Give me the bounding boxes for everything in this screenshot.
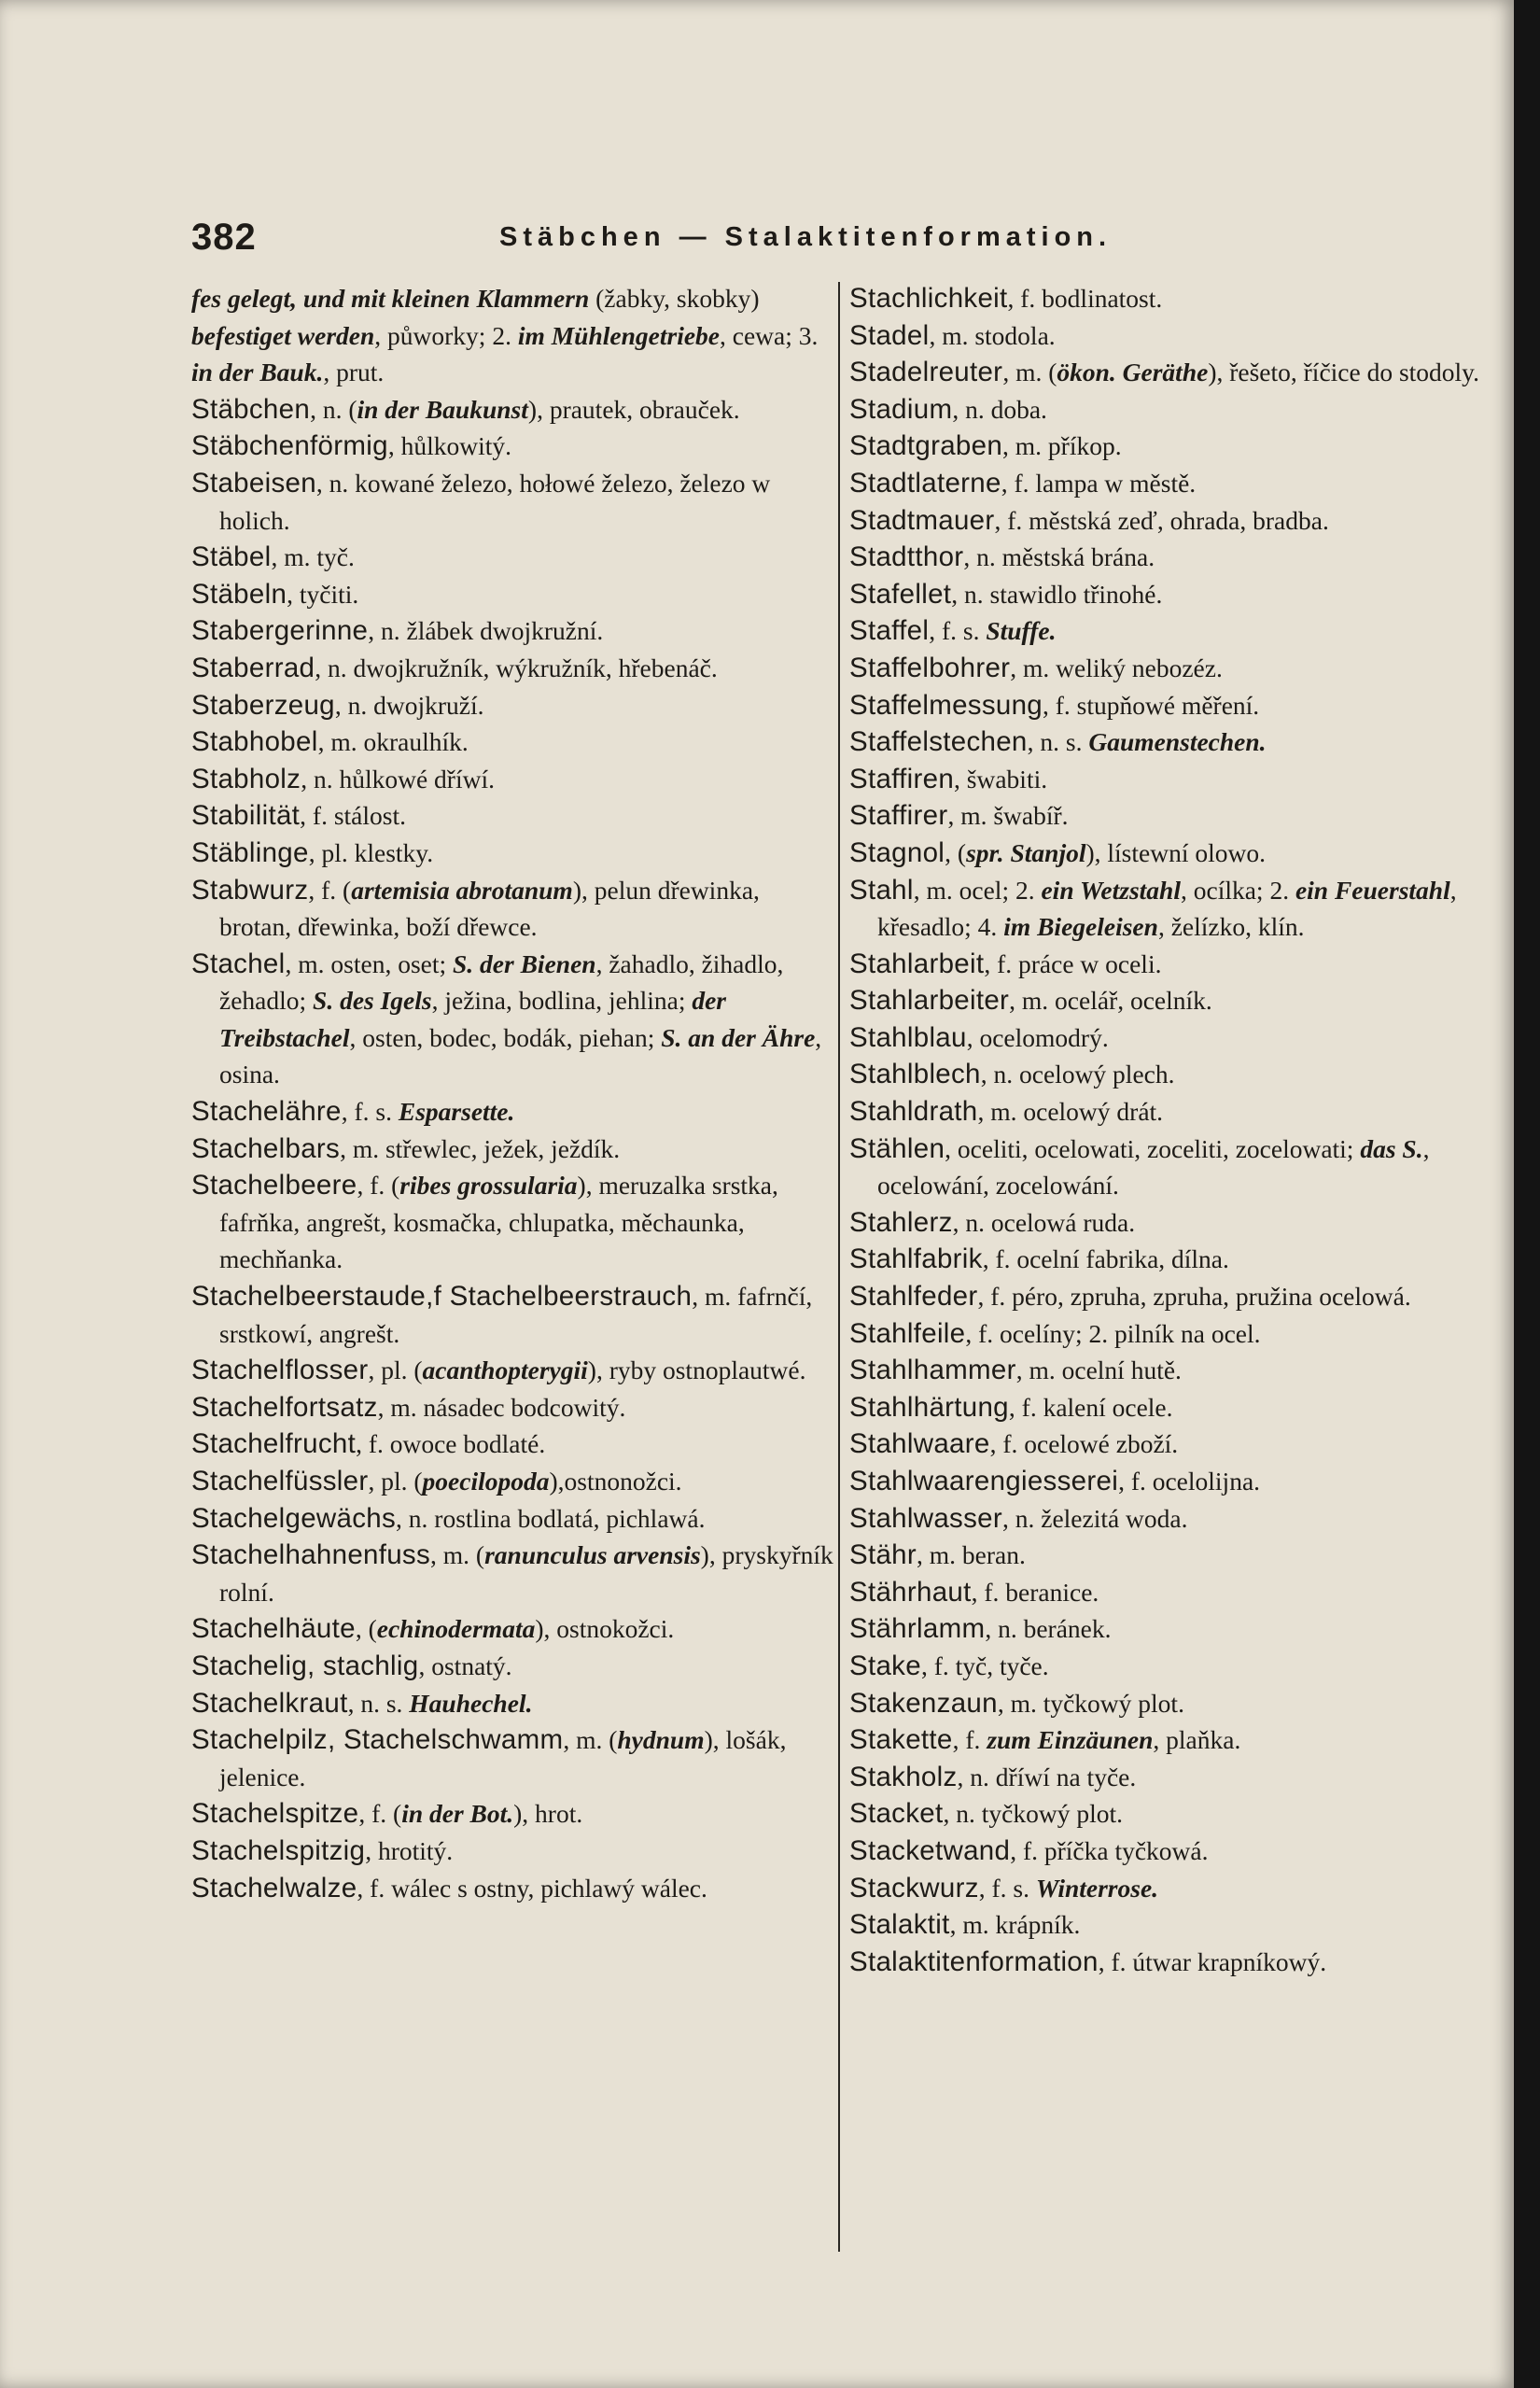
dictionary-entry bbox=[849, 687, 1484, 724]
dictionary-entry bbox=[191, 761, 835, 798]
dictionary-entry bbox=[849, 317, 1484, 355]
definition-text: , m. ( bbox=[563, 1725, 618, 1755]
headword: Stabwurz bbox=[191, 874, 309, 906]
definition-text: , m. ( bbox=[1002, 358, 1057, 387]
german-phrase: ökon. Geräthe bbox=[1057, 358, 1209, 387]
headword: Stadtgraben bbox=[849, 430, 1003, 462]
headword: Stahlwaare bbox=[849, 1428, 990, 1460]
dictionary-entry bbox=[849, 1906, 1484, 1944]
headword: Stahlwasser bbox=[849, 1502, 1002, 1534]
definition-text: , n. ocelowá ruda. bbox=[952, 1207, 1136, 1237]
german-phrase: S. des Igels bbox=[313, 986, 432, 1016]
dictionary-entry bbox=[849, 723, 1484, 761]
definition-text: (žabky, skobky) bbox=[589, 284, 760, 313]
definition-text: , želízko, klín. bbox=[1157, 912, 1305, 942]
definition-text: , m. beran. bbox=[917, 1540, 1026, 1570]
headword: Staffelmessung bbox=[849, 689, 1043, 721]
dictionary-entry bbox=[849, 465, 1484, 502]
headword: Stährhaut bbox=[849, 1576, 972, 1608]
headword: Stachlichkeit bbox=[849, 283, 1008, 314]
headword: Stahlblau bbox=[849, 1021, 967, 1053]
definition-text: , f. bbox=[952, 1725, 987, 1755]
german-phrase: ein Feuerstahl bbox=[1295, 875, 1450, 905]
dictionary-entry bbox=[849, 982, 1484, 1019]
headword: Stachelfrucht bbox=[191, 1428, 357, 1460]
dictionary-entry bbox=[849, 872, 1484, 946]
headword: Staffelstechen bbox=[849, 726, 1028, 758]
headword: Stachelpilz, Stachelschwamm bbox=[191, 1724, 564, 1756]
headword: Staberrad bbox=[191, 652, 315, 683]
definition-text: , f. stálost. bbox=[300, 801, 406, 831]
headword: Staffelbohrer bbox=[849, 652, 1011, 683]
definition-text: , ( bbox=[945, 837, 967, 867]
definition-text: , m. ocel; 2. bbox=[913, 875, 1042, 905]
definition-text: , m. šwabíř. bbox=[947, 801, 1069, 831]
headword: Stabholz bbox=[191, 763, 301, 794]
dictionary-entry bbox=[849, 1610, 1484, 1648]
german-phrase: spr. Stanjol bbox=[966, 837, 1086, 867]
definition-text: , n. dwojkružník, wýkružník, hřebenáč. bbox=[315, 653, 718, 682]
german-phrase: ribes grossularia bbox=[399, 1171, 578, 1201]
definition-text: , ježina, bodlina, jehlina; bbox=[431, 986, 693, 1016]
definition-text: , f. lampa w městě. bbox=[1001, 468, 1197, 498]
definition-text: , n. stawidlo třinohé. bbox=[951, 579, 1163, 609]
dictionary-entry bbox=[849, 354, 1484, 391]
headword: Staffiren bbox=[849, 763, 955, 794]
dictionary-entry bbox=[849, 502, 1484, 540]
dictionary-entry bbox=[849, 1131, 1484, 1204]
definition-text: , n. beránek. bbox=[985, 1614, 1112, 1644]
dictionary-entry bbox=[849, 1574, 1484, 1611]
german-phrase: Gaumenstechen. bbox=[1088, 727, 1267, 757]
headword: Stährlamm bbox=[849, 1613, 986, 1645]
definition-text: , n. rostlina bodlatá, pichlawá. bbox=[396, 1503, 706, 1533]
headword: Stäblinge bbox=[191, 836, 309, 868]
definition-text: , plaňka. bbox=[1153, 1725, 1241, 1755]
headword: Staberzeug bbox=[191, 689, 335, 721]
definition-text: , pl. ( bbox=[368, 1356, 423, 1385]
definition-text: ), lošák, jelenice. bbox=[219, 1725, 787, 1791]
dictionary-entry bbox=[849, 1648, 1484, 1685]
headword: Stachelbeere bbox=[191, 1170, 357, 1201]
left-column bbox=[191, 280, 835, 1906]
definition-text: ), ryby ostnoplautwé. bbox=[587, 1356, 806, 1385]
definition-text: , prut. bbox=[323, 358, 385, 387]
definition-text: , f. ocelowé zboží. bbox=[989, 1429, 1179, 1459]
headword: Stadium bbox=[849, 393, 953, 425]
definition-text: , m. tyčkowý plot. bbox=[997, 1688, 1184, 1718]
dictionary-entry bbox=[849, 576, 1484, 613]
definition-text: ), hrot. bbox=[513, 1799, 583, 1829]
dictionary-entry bbox=[849, 1019, 1484, 1057]
dictionary-entry bbox=[849, 1426, 1484, 1463]
german-phrase: in der Bauk. bbox=[191, 358, 324, 387]
definition-text: , ocelowání, zocelowání. bbox=[877, 1133, 1430, 1201]
page-header bbox=[191, 217, 1498, 263]
definition-text: , m. osten, oset; bbox=[285, 948, 454, 978]
headword: Stachelbars bbox=[191, 1132, 341, 1164]
definition-text: , půworky; 2. bbox=[374, 320, 518, 350]
definition-text: , n. dříwí na tyče. bbox=[957, 1762, 1137, 1791]
german-phrase: das S. bbox=[1360, 1133, 1423, 1163]
definition-text: , n. doba. bbox=[952, 394, 1047, 424]
definition-text: , f. útwar krapníkowý. bbox=[1098, 1946, 1327, 1976]
definition-text: , f. tyč, tyče. bbox=[920, 1651, 1049, 1680]
definition-text: , f. ocelní fabrika, dílna. bbox=[982, 1244, 1229, 1274]
definition-text: , žahadlo, žihadlo, žehadlo; bbox=[219, 948, 784, 1016]
dictionary-entry bbox=[849, 797, 1484, 835]
dictionary-entry bbox=[849, 650, 1484, 687]
definition-text: , m. krápník. bbox=[949, 1910, 1081, 1940]
dictionary-entry bbox=[191, 1389, 835, 1426]
definition-text: ),ostnonožci. bbox=[549, 1467, 682, 1496]
definition-text: , m. násadec bodcowitý. bbox=[377, 1392, 626, 1422]
headword: Stagnol bbox=[849, 836, 945, 868]
headword: Stahlarbeiter bbox=[849, 985, 1010, 1017]
definition-text: , f. stupňowé měření. bbox=[1043, 690, 1260, 720]
definition-text: , n. tyčkowý plot. bbox=[943, 1799, 1123, 1829]
headword: Stadtmauer bbox=[849, 504, 995, 536]
dictionary-entry bbox=[191, 1167, 835, 1278]
german-phrase: im Mühlengetriebe bbox=[517, 320, 721, 350]
definition-text: , hůlkowitý. bbox=[387, 431, 511, 461]
headword: Stadel bbox=[849, 319, 930, 351]
definition-text: , f. práce w oceli. bbox=[984, 948, 1162, 978]
definition-text: , ostnatý. bbox=[418, 1651, 512, 1680]
definition-text: , křesadlo; 4. bbox=[877, 875, 1457, 942]
definition-text: , m. stodola. bbox=[929, 320, 1056, 350]
headword: Stachelspitzig bbox=[191, 1834, 366, 1866]
headword: Stäbel bbox=[191, 541, 272, 573]
dictionary-entry bbox=[191, 465, 835, 539]
headword: Stahlhärtung bbox=[849, 1391, 1009, 1423]
dictionary-entry bbox=[849, 1537, 1484, 1574]
dictionary-entry bbox=[849, 1315, 1484, 1353]
dictionary-entry bbox=[191, 1537, 835, 1610]
definition-text: , m. ocelář, ocelník. bbox=[1009, 986, 1212, 1016]
headword: Stakenzaun bbox=[849, 1687, 998, 1719]
headword: Stahlfeder bbox=[849, 1281, 978, 1313]
definition-text: , osten, bodec, bodák, piehan; bbox=[349, 1022, 662, 1052]
headword: Stahlfabrik bbox=[849, 1243, 983, 1275]
dictionary-entry bbox=[191, 723, 835, 761]
german-phrase: Esparsette. bbox=[398, 1097, 515, 1127]
headword: Stakholz bbox=[849, 1761, 958, 1792]
headword: Stadtthor bbox=[849, 541, 964, 573]
definition-text: ), pryskyřník rolní. bbox=[219, 1540, 833, 1607]
definition-text: , oceliti, ocelowati, zoceliti, zocelowati; bbox=[945, 1133, 1361, 1163]
headword: Stake bbox=[849, 1650, 921, 1681]
definition-text: , f. bodlinatost. bbox=[1007, 284, 1163, 313]
dictionary-entry bbox=[849, 1463, 1484, 1500]
dictionary-entry bbox=[849, 1759, 1484, 1796]
definition-text: , f. wálec s ostny, pichlawý wálec. bbox=[357, 1873, 707, 1903]
definition-text: ), meruzalka srstka, fafrňka, angrešt, kosmačka, chlupatka, měchaunka, mechňanka. bbox=[219, 1171, 778, 1274]
definition-text: , f. s. bbox=[341, 1097, 399, 1127]
definition-text: , n. ocelowý plech. bbox=[980, 1060, 1175, 1089]
definition-text: , n. dwojkruží. bbox=[334, 690, 484, 720]
dictionary-entry bbox=[191, 1685, 835, 1722]
definition-text: , f. s. bbox=[929, 616, 987, 646]
definition-text: , f. kalení ocele. bbox=[1008, 1392, 1173, 1422]
definition-text: , ocelomodrý. bbox=[966, 1022, 1109, 1052]
dictionary-entry bbox=[849, 1795, 1484, 1833]
dictionary-entry bbox=[849, 1870, 1484, 1907]
dictionary-entry bbox=[191, 797, 835, 835]
dictionary-entry bbox=[191, 1426, 835, 1463]
dictionary-entry bbox=[849, 1721, 1484, 1759]
definition-text: , tyčiti. bbox=[287, 579, 359, 609]
german-phrase: in der Baukunst bbox=[357, 394, 528, 424]
headword: Stäbchenförmig bbox=[191, 430, 388, 462]
headword: Stadtlaterne bbox=[849, 467, 1001, 499]
column-divider bbox=[838, 282, 840, 2252]
dictionary-entry bbox=[191, 576, 835, 613]
headword: Stafellet bbox=[849, 578, 952, 610]
dictionary-entry bbox=[849, 1389, 1484, 1426]
headword: Stählen bbox=[849, 1132, 945, 1164]
headword: Stachelspitze bbox=[191, 1798, 359, 1830]
dictionary-entry bbox=[849, 1685, 1484, 1722]
dictionary-entry bbox=[849, 612, 1484, 650]
dictionary-entry bbox=[849, 1093, 1484, 1131]
definition-text: , m. ocelní hutě. bbox=[1015, 1356, 1182, 1385]
headword: Stahl bbox=[849, 874, 914, 906]
definition-text: , m. weliký nebozéz. bbox=[1010, 653, 1223, 682]
definition-text: , m. tyč. bbox=[271, 542, 355, 572]
headword: Stahlwaarengiesserei bbox=[849, 1466, 1119, 1496]
german-phrase: befestiget werden bbox=[191, 320, 375, 350]
dictionary-entry bbox=[191, 1500, 835, 1538]
headword: Stahlerz bbox=[849, 1206, 953, 1238]
headword: Stahlblech bbox=[849, 1059, 981, 1090]
definition-text: , osina. bbox=[219, 1022, 822, 1089]
headword: Stachelhahnenfuss bbox=[191, 1539, 431, 1571]
dictionary-entry bbox=[849, 1204, 1484, 1242]
dictionary-entry bbox=[191, 280, 835, 391]
german-phrase: Hauhechel. bbox=[409, 1688, 533, 1718]
definition-text: , cewa; 3. bbox=[720, 320, 819, 350]
definition-text: , f. s. bbox=[978, 1873, 1036, 1903]
headword: Stachelähre bbox=[191, 1096, 342, 1128]
definition-text: ), ostnokožci. bbox=[535, 1614, 675, 1644]
definition-text: , f. ( bbox=[358, 1799, 402, 1829]
dictionary-entry bbox=[191, 835, 835, 872]
dictionary-entry bbox=[191, 428, 835, 465]
scan-border bbox=[1514, 0, 1540, 2388]
headword: Stahlfeile bbox=[849, 1317, 966, 1349]
dictionary-entry bbox=[191, 1093, 835, 1131]
definition-text: , f. ocelolijna. bbox=[1118, 1467, 1261, 1496]
dictionary-entry bbox=[191, 1833, 835, 1870]
headword: Stachel bbox=[191, 948, 286, 979]
headword: Stabeisen bbox=[191, 467, 316, 499]
definition-text: , n. železitá woda. bbox=[1001, 1503, 1188, 1533]
dictionary-entry bbox=[849, 1833, 1484, 1870]
dictionary-entry bbox=[191, 687, 835, 724]
definition-text: , n. hůlkowé dříwí. bbox=[301, 764, 495, 794]
headword: Stäbchen bbox=[191, 393, 311, 425]
definition-text: ), lístewní olowo. bbox=[1085, 837, 1266, 867]
definition-text: , pl. ( bbox=[368, 1467, 423, 1496]
definition-text: , m. fafrnčí, srstkowí, angrešt. bbox=[219, 1282, 813, 1348]
definition-text: , hrotitý. bbox=[365, 1835, 454, 1865]
headword: Stähr bbox=[849, 1539, 917, 1571]
dictionary-entry bbox=[849, 391, 1484, 428]
dictionary-entry bbox=[849, 1944, 1484, 1981]
german-phrase: zum Einzäunen bbox=[987, 1725, 1154, 1755]
definition-text: , ( bbox=[355, 1614, 377, 1644]
headword: Staffel bbox=[849, 615, 930, 647]
definition-text: , n. žlábek dwojkružní. bbox=[368, 616, 604, 646]
german-phrase: Winterrose. bbox=[1035, 1873, 1159, 1903]
german-phrase: im Biegeleisen bbox=[1003, 912, 1158, 942]
headword: Stabilität bbox=[191, 800, 301, 832]
dictionary-entry bbox=[191, 872, 835, 946]
headword: Stacketwand bbox=[849, 1834, 1011, 1866]
german-phrase: artemisia abrotanum bbox=[351, 875, 573, 905]
dictionary-entry bbox=[849, 280, 1484, 317]
german-phrase: hydnum bbox=[617, 1725, 705, 1755]
dictionary-entry bbox=[191, 650, 835, 687]
dictionary-entry bbox=[191, 1463, 835, 1500]
dictionary-entry bbox=[191, 1870, 835, 1907]
headword: Stachelgewächs bbox=[191, 1502, 397, 1534]
definition-text: , m. okraulhík. bbox=[317, 727, 469, 757]
headword: Stadelreuter bbox=[849, 357, 1003, 388]
dictionary-entry bbox=[191, 946, 835, 1093]
dictionary-entry bbox=[849, 835, 1484, 872]
german-phrase: der Treibstachel bbox=[219, 986, 727, 1052]
german-phrase: fes gelegt, und mit kleinen Klammern bbox=[191, 284, 590, 313]
definition-text: , n. s. bbox=[347, 1688, 410, 1718]
right-column bbox=[849, 280, 1484, 1980]
definition-text: , m. střewlec, ježek, ježdík. bbox=[340, 1133, 621, 1163]
definition-text: , m. ( bbox=[430, 1540, 485, 1570]
definition-text: , n. ( bbox=[310, 394, 357, 424]
definition-text: , n. kowané železo, hołowé železo, železo w holich. bbox=[219, 468, 771, 535]
dictionary-entry bbox=[191, 1278, 835, 1352]
dictionary-entry bbox=[849, 1056, 1484, 1093]
dictionary-entry bbox=[191, 1721, 835, 1795]
german-phrase: ein Wetzstahl bbox=[1041, 875, 1181, 905]
definition-text: , f. péro, zpruha, zpruha, pružina ocelowá. bbox=[977, 1282, 1411, 1312]
definition-text: , šwabiti. bbox=[954, 764, 1048, 794]
headword: Stalaktit bbox=[849, 1909, 950, 1941]
headword: Stachelbeerstaude,f Stachelbeerstrauch bbox=[191, 1281, 693, 1313]
dictionary-entry bbox=[849, 428, 1484, 465]
german-phrase: Stuffe. bbox=[986, 616, 1057, 646]
headword: Stacket bbox=[849, 1798, 944, 1830]
page-number: 382 bbox=[191, 217, 257, 258]
definition-text: , n. městská brána. bbox=[963, 542, 1155, 572]
headword: Stahldrath bbox=[849, 1096, 978, 1128]
headword: Stachelhäute bbox=[191, 1613, 356, 1645]
headword: Stachelkraut bbox=[191, 1687, 348, 1719]
definition-text: , m. příkop. bbox=[1002, 431, 1122, 461]
definition-text: , f. ocelíny; 2. pilník na ocel. bbox=[965, 1318, 1261, 1348]
definition-text: , f. příčka tyčkowá. bbox=[1010, 1835, 1209, 1865]
definition-text: , f. beranice. bbox=[971, 1577, 1099, 1607]
german-phrase: ranunculus arvensis bbox=[484, 1540, 701, 1570]
german-phrase: poecilopoda bbox=[422, 1467, 550, 1496]
headword: Stabergerinne bbox=[191, 615, 369, 647]
headword: Stackwurz bbox=[849, 1872, 979, 1903]
dictionary-entry bbox=[191, 1131, 835, 1168]
german-phrase: echinodermata bbox=[376, 1614, 536, 1644]
headword: Stalaktitenformation bbox=[849, 1946, 1099, 1977]
dictionary-entry bbox=[191, 1648, 835, 1685]
definition-text: , f. ( bbox=[308, 875, 352, 905]
dictionary-entry bbox=[849, 539, 1484, 576]
german-phrase: in der Bot. bbox=[401, 1799, 514, 1829]
headword: Stabhobel bbox=[191, 726, 318, 758]
dictionary-entry bbox=[191, 539, 835, 576]
headword: Stachelfüssler bbox=[191, 1466, 369, 1496]
headword: Stahlhammer bbox=[849, 1355, 1016, 1386]
headword: Stachelig, stachlig bbox=[191, 1650, 419, 1681]
definition-text: ), pelun dřewinka, brotan, dřewinka, boží dřewce. bbox=[219, 875, 760, 942]
german-phrase: S. an der Ähre bbox=[661, 1022, 816, 1052]
headword: Stäbeln bbox=[191, 578, 287, 610]
headword: Stakette bbox=[849, 1724, 953, 1756]
definition-text: , m. ocelowý drát. bbox=[977, 1097, 1164, 1127]
dictionary-entry bbox=[191, 1795, 835, 1833]
german-phrase: S. der Bienen bbox=[453, 948, 596, 978]
definition-text: , ocílka; 2. bbox=[1180, 875, 1295, 905]
dictionary-entry bbox=[191, 612, 835, 650]
dictionary-entry bbox=[191, 1352, 835, 1389]
headword: Stachelfortsatz bbox=[191, 1391, 378, 1423]
headword: Staffirer bbox=[849, 800, 948, 832]
definition-text: ), řešeto, říčice do stodoly. bbox=[1208, 358, 1480, 387]
definition-text: , n. s. bbox=[1027, 727, 1089, 757]
german-phrase: acanthopterygii bbox=[422, 1356, 588, 1385]
definition-text: ), prautek, obrauček. bbox=[527, 394, 740, 424]
dictionary-entry bbox=[191, 391, 835, 428]
dictionary-entry bbox=[191, 1610, 835, 1648]
dictionary-entry bbox=[849, 1278, 1484, 1315]
headword: Stahlarbeit bbox=[849, 948, 985, 979]
dictionary-entry bbox=[849, 1352, 1484, 1389]
dictionary-entry bbox=[849, 946, 1484, 983]
definition-text: , f. městská zeď, ohrada, bradba. bbox=[994, 505, 1329, 535]
dictionary-entry bbox=[849, 1241, 1484, 1278]
dictionary-entry bbox=[849, 1500, 1484, 1538]
definition-text: , pl. klestky. bbox=[308, 837, 434, 867]
headword: Stachelflosser bbox=[191, 1355, 369, 1386]
running-head: Stäbchen — Stalaktitenformation. bbox=[499, 222, 1113, 252]
dictionary-entry bbox=[849, 761, 1484, 798]
headword: Stachelwalze bbox=[191, 1872, 357, 1903]
definition-text: , f. owoce bodlaté. bbox=[356, 1429, 546, 1459]
definition-text: , f. ( bbox=[357, 1171, 400, 1201]
